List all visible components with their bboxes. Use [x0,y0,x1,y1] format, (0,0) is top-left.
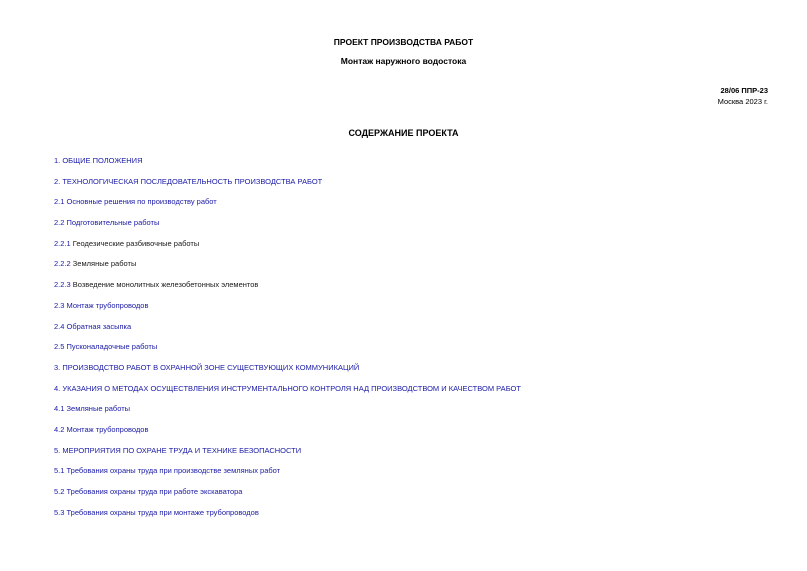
toc-link[interactable]: 4.1 Земляные работы [54,404,131,414]
toc-item[interactable] [54,342,521,363]
toc-item[interactable] [54,197,521,218]
toc-item-text: Геодезические разбивочные работы [72,238,200,248]
toc-item[interactable] [54,259,521,280]
toc-item-number[interactable]: 2.2.1 [54,238,71,248]
toc-item-text: Возведение монолитных железобетонных элементов [72,280,259,290]
toc-link[interactable]: 2.4 Обратная засыпка [54,321,132,331]
toc-item[interactable] [54,218,521,239]
toc-item-number[interactable]: 2.2.2 [54,259,71,269]
table-of-contents [54,156,521,528]
toc-item[interactable] [54,508,521,529]
toc-item[interactable] [54,280,521,301]
toc-item[interactable] [54,384,521,405]
toc-item[interactable] [54,404,521,425]
toc-item[interactable] [54,466,521,487]
toc-link[interactable]: 5.2 Требования охраны труда при работе экскаватора [54,487,243,496]
toc-link[interactable]: 2. ТЕХНОЛОГИЧЕСКАЯ ПОСЛЕДОВАТЕЛЬНОСТЬ ПРОИЗВОДСТВА РАБОТ [54,176,323,186]
toc-item-text: Земляные работы [72,259,137,269]
document-subtitle: Монтаж наружного водостока [340,56,467,66]
toc-item[interactable] [54,487,521,508]
toc-link[interactable]: 3. ПРОИЗВОДСТВО РАБОТ В ОХРАННОЙ ЗОНЕ СУЩЕСТВУЮЩИХ КОММУНИКАЦИЙ [54,362,360,372]
toc-link[interactable]: 2.1 Основные решения по производству работ [54,197,217,207]
toc-item[interactable] [54,322,521,343]
toc-heading: СОДЕРЖАНИЕ ПРОЕКТА [348,128,459,138]
toc-item[interactable] [54,301,521,322]
toc-item[interactable] [54,177,521,198]
document-title: ПРОЕКТ ПРОИЗВОДСТВА РАБОТ [333,37,474,47]
toc-item[interactable] [54,239,521,260]
toc-link[interactable]: 5. МЕРОПРИЯТИЯ ПО ОХРАНЕ ТРУДА И ТЕХНИКЕ БЕЗОПАСНОСТИ [54,445,302,455]
toc-item[interactable] [54,363,521,384]
toc-item[interactable] [54,156,521,177]
toc-item[interactable] [54,446,521,467]
toc-link[interactable]: 1. ОБЩИЕ ПОЛОЖЕНИЯ [54,156,143,165]
toc-link[interactable]: 2.3 Монтаж трубопроводов [54,300,149,310]
toc-item[interactable] [54,425,521,446]
document-city-year: Москва 2023 г. [717,97,768,106]
toc-link[interactable]: 5.3 Требования охраны труда при монтаже трубопроводов [54,507,259,517]
toc-link[interactable]: 2.2 Подготовительные работы [54,218,160,228]
toc-link[interactable]: 2.5 Пусконаладочные работы [54,342,158,352]
toc-link[interactable]: 4.2 Монтаж трубопроводов [54,424,149,434]
toc-link[interactable]: 5.1 Требования охраны труда при производстве земляных работ [54,466,281,476]
toc-item-number[interactable]: 2.2.3 [54,280,71,290]
document-code: 28/06 ППР-23 [720,86,768,95]
toc-link[interactable]: 4. УКАЗАНИЯ О МЕТОДАХ ОСУЩЕСТВЛЕНИЯ ИНСТРУМЕНТАЛЬНОГО КОНТРОЛЯ НАД ПРОИЗВОДСТВОМ И КАЧЕСТВОМ РАБОТ [54,383,521,393]
